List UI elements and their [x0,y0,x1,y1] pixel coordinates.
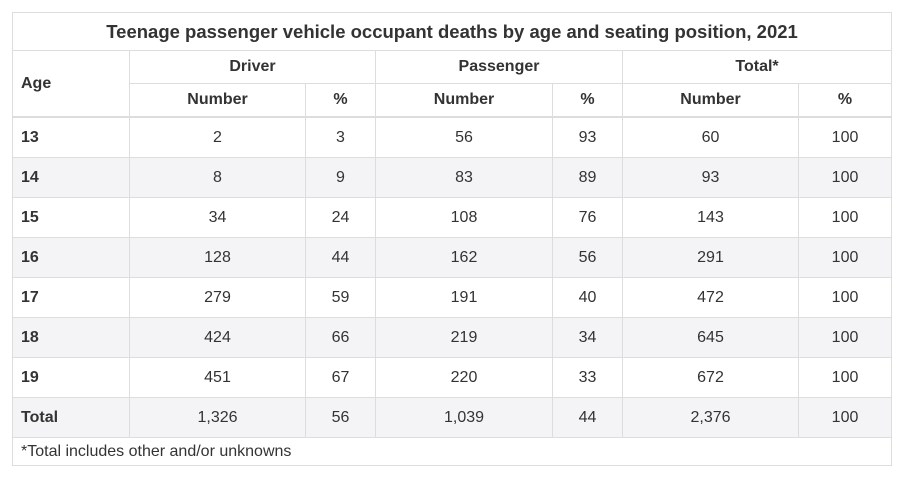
table-cell: 33 [553,358,623,398]
table-cell: 34 [130,198,306,238]
row-label: Total [13,398,130,438]
table-title: Teenage passenger vehicle occupant deaths by age and seating position, 2021 [13,13,892,51]
table-cell: 89 [553,158,623,198]
table-body [13,117,892,438]
table-row [13,358,892,398]
table-cell: 100 [799,117,892,158]
row-label: 14 [13,158,130,198]
table-cell: 59 [306,278,376,318]
subheader-total-percent: % [799,84,892,118]
group-header-passenger: Passenger [376,51,623,84]
table-cell: 100 [799,358,892,398]
table-cell: 34 [553,318,623,358]
table-cell: 128 [130,238,306,278]
table-cell: 100 [799,198,892,238]
deaths-table [12,12,892,466]
table-cell: 83 [376,158,553,198]
table-cell: 672 [623,358,799,398]
table-cell: 60 [623,117,799,158]
group-header-driver: Driver [130,51,376,84]
table-cell: 451 [130,358,306,398]
table-cell: 220 [376,358,553,398]
table-cell: 56 [306,398,376,438]
table-cell: 100 [799,158,892,198]
table-cell: 279 [130,278,306,318]
subheader-driver-number: Number [130,84,306,118]
age-header: Age [13,51,130,118]
table-cell: 424 [130,318,306,358]
table-cell: 219 [376,318,553,358]
table-cell: 3 [306,117,376,158]
table-cell: 9 [306,158,376,198]
table-cell: 56 [376,117,553,158]
table-cell: 1,326 [130,398,306,438]
table-cell: 100 [799,398,892,438]
table-cell: 44 [553,398,623,438]
table-cell: 1,039 [376,398,553,438]
row-label: 19 [13,358,130,398]
table-cell: 2 [130,117,306,158]
row-label: 15 [13,198,130,238]
table-row [13,278,892,318]
row-label: 16 [13,238,130,278]
subheader-passenger-number: Number [376,84,553,118]
table-row [13,398,892,438]
row-label: 18 [13,318,130,358]
table-cell: 76 [553,198,623,238]
table-cell: 291 [623,238,799,278]
subheader-driver-percent: % [306,84,376,118]
table-cell: 44 [306,238,376,278]
table-row [13,318,892,358]
table-cell: 108 [376,198,553,238]
table-footnote: *Total includes other and/or unknowns [13,438,892,466]
table-cell: 191 [376,278,553,318]
table-cell: 472 [623,278,799,318]
table-cell: 162 [376,238,553,278]
row-label: 17 [13,278,130,318]
table-cell: 56 [553,238,623,278]
table-cell: 100 [799,278,892,318]
table-cell: 645 [623,318,799,358]
table-cell: 24 [306,198,376,238]
table-cell: 66 [306,318,376,358]
table-cell: 8 [130,158,306,198]
table-cell: 2,376 [623,398,799,438]
table-cell: 67 [306,358,376,398]
table-row [13,238,892,278]
table-cell: 100 [799,238,892,278]
table-cell: 93 [553,117,623,158]
table-cell: 100 [799,318,892,358]
table-row [13,158,892,198]
subheader-total-number: Number [623,84,799,118]
table-container [12,12,891,466]
group-header-total: Total* [623,51,892,84]
row-label: 13 [13,117,130,158]
table-cell: 40 [553,278,623,318]
table-row [13,198,892,238]
table-cell: 93 [623,158,799,198]
table-cell: 143 [623,198,799,238]
subheader-passenger-percent: % [553,84,623,118]
table-row [13,117,892,158]
